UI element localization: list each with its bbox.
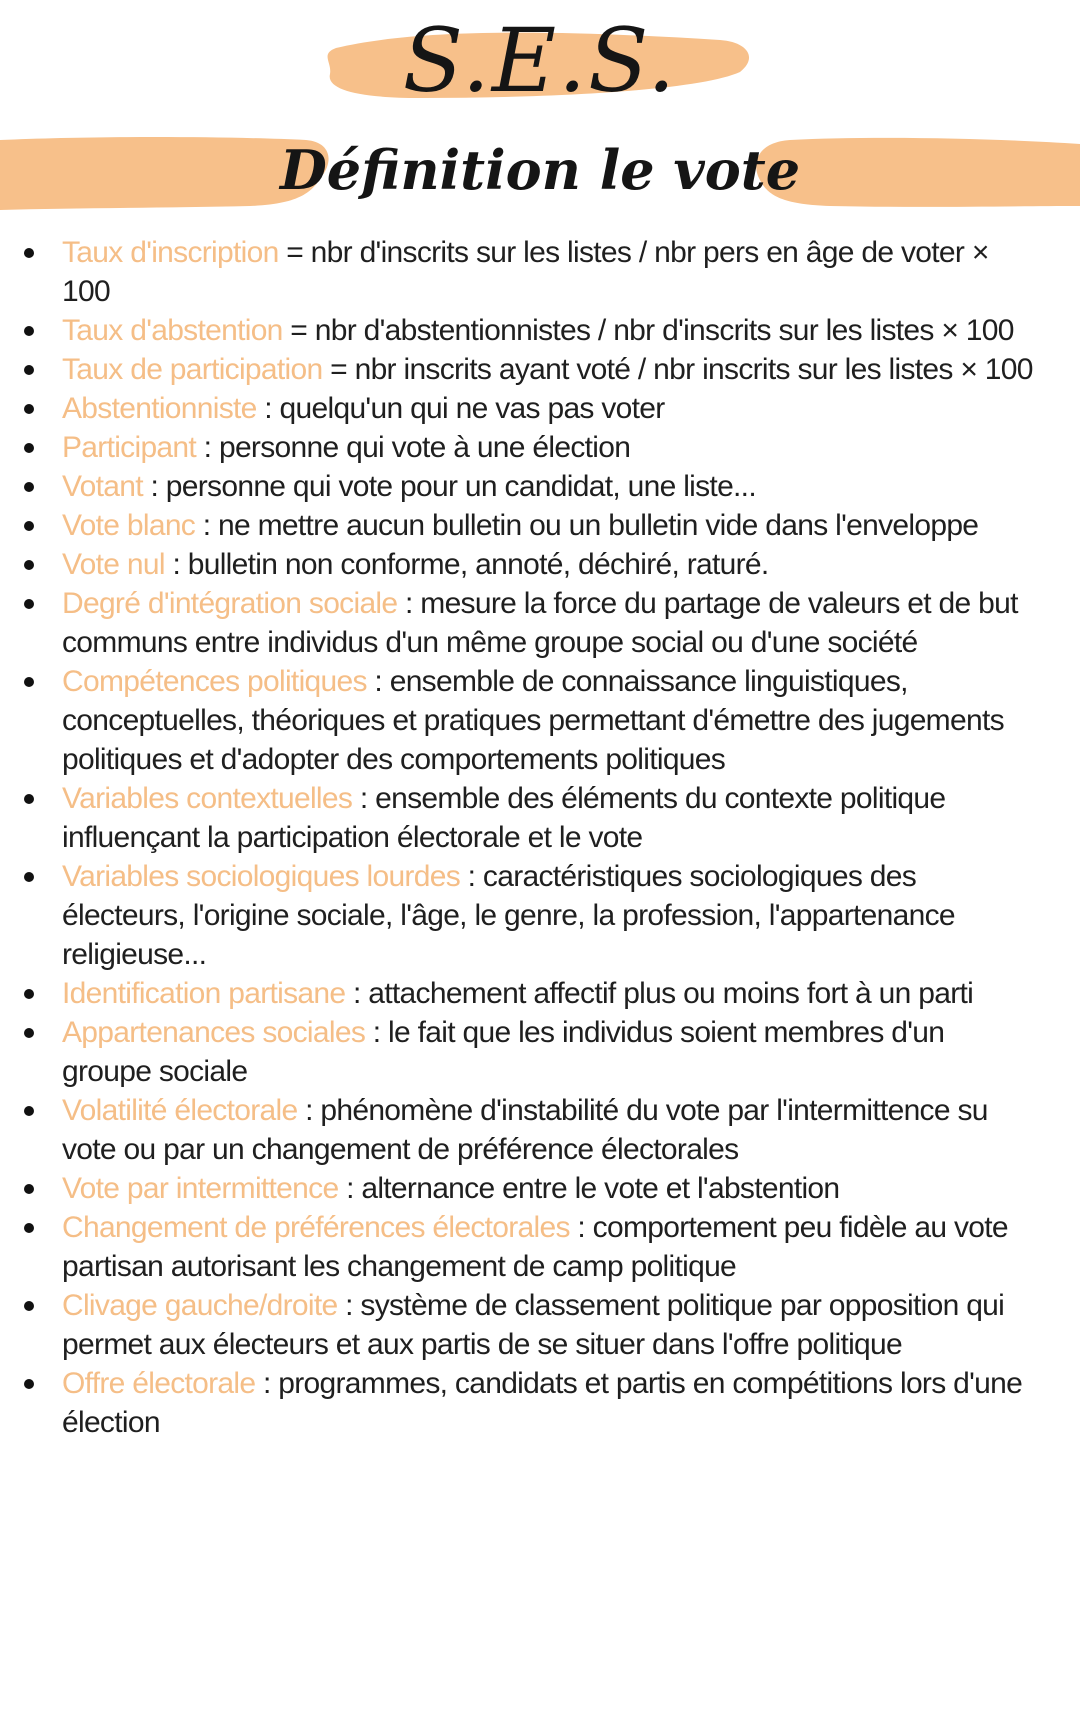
definition-text: nbr d'inscrits sur les listes / nbr pers en âge de voter × 100 <box>62 236 989 308</box>
definition-term: Offre électorale <box>62 1367 256 1400</box>
bullet-icon <box>24 248 34 258</box>
definition-term: Taux de participation <box>62 353 323 386</box>
bullet-icon <box>24 1301 34 1311</box>
definition-separator: : <box>338 1172 362 1205</box>
definition-text: phénomène d'instabilité du vote par l'intermittence su vote ou par un changement de préférence électorales <box>62 1094 988 1166</box>
definition-item-vote-par-intermittence <box>0 1169 1080 1208</box>
bullet-icon <box>24 599 34 609</box>
definition-item-volatilite-electorale <box>0 1091 1080 1169</box>
definition-separator: : <box>366 665 390 698</box>
definition-text: alternance entre le vote et l'abstention <box>361 1172 840 1205</box>
definition-separator: : <box>352 782 376 815</box>
bullet-icon <box>24 326 34 336</box>
definition-separator: : <box>460 860 483 893</box>
definition-item-offre-electorale <box>0 1364 1080 1442</box>
definition-item-changement-preferences-electorales <box>0 1208 1080 1286</box>
definition-text: caractéristiques sociologiques des électeurs, l'origine sociale, l'âge, le genre, la profession, l'appartenance religieuse... <box>62 860 955 971</box>
definition-separator: : <box>297 1094 321 1127</box>
bullet-icon <box>24 872 34 882</box>
definition-separator: : <box>142 470 166 503</box>
definition-list <box>0 233 1080 1442</box>
definition-term: Identification partisane <box>62 977 346 1010</box>
definition-term: Volatilité électorale <box>62 1094 298 1127</box>
definition-item-clivage-gauche-droite <box>0 1286 1080 1364</box>
definition-item-appartenances-sociales <box>0 1013 1080 1091</box>
definition-separator: : <box>256 392 280 425</box>
definition-term: Votant <box>62 470 143 503</box>
definition-text: mesure la force du partage de valeurs et de but communs entre individus d'un même groupe social ou d'une société <box>62 587 1018 659</box>
definition-separator: : <box>569 1211 593 1244</box>
definition-separator: : <box>195 509 219 542</box>
definition-text: attachement affectif plus ou moins fort à un parti <box>368 977 974 1010</box>
bullet-icon <box>24 1106 34 1116</box>
definition-separator: : <box>365 1016 389 1049</box>
definition-separator: : <box>345 977 369 1010</box>
definition-item-competences-politiques <box>0 662 1080 779</box>
definition-separator: = <box>282 314 315 347</box>
bullet-icon <box>24 794 34 804</box>
definition-item-degre-integration-sociale <box>0 584 1080 662</box>
definition-text: nbr inscrits ayant voté / nbr inscrits sur les listes × 100 <box>354 353 1033 386</box>
definition-text: personne qui vote à une élection <box>218 431 631 464</box>
definition-item-abstentionniste <box>0 389 1080 428</box>
definition-text: système de classement politique par opposition qui permet aux électeurs et aux partis de se situer dans l'offre politique <box>62 1289 1005 1361</box>
definition-term: Compétences politiques <box>62 665 367 698</box>
definition-item-vote-nul <box>0 545 1080 584</box>
definition-term: Taux d'inscription <box>62 236 279 269</box>
definition-text: personne qui vote pour un candidat, une liste... <box>165 470 756 503</box>
definition-term: Clivage gauche/droite <box>62 1289 338 1322</box>
definition-separator: : <box>164 548 188 581</box>
definition-term: Taux d'abstention <box>62 314 283 347</box>
page-title: S.E.S. <box>402 9 678 112</box>
definition-term: Participant <box>62 431 197 464</box>
definition-separator: = <box>278 236 311 269</box>
definition-item-taux-abstention <box>0 311 1080 350</box>
definition-text: ensemble des éléments du contexte politique influençant la participation électorale et le vote <box>62 782 946 854</box>
bullet-icon <box>24 365 34 375</box>
definition-item-variables-contextuelles <box>0 779 1080 857</box>
definition-separator: : <box>196 431 219 464</box>
bullet-icon <box>24 443 34 453</box>
definition-separator: : <box>397 587 421 620</box>
bullet-icon <box>24 677 34 687</box>
definition-text: ne mettre aucun bulletin ou un bulletin vide dans l'enveloppe <box>218 509 979 542</box>
definition-item-taux-participation <box>0 350 1080 389</box>
definition-term: Appartenances sociales <box>62 1016 366 1049</box>
bullet-icon <box>24 404 34 414</box>
definition-term: Vote nul <box>62 548 165 581</box>
definition-term: Vote par intermittence <box>62 1172 339 1205</box>
bullet-icon <box>24 1223 34 1233</box>
definition-text: nbr d'abstentionnistes / nbr d'inscrits sur les listes × 100 <box>314 314 1014 347</box>
definition-item-participant <box>0 428 1080 467</box>
definition-term: Variables sociologiques lourdes <box>62 860 460 893</box>
bullet-icon <box>24 482 34 492</box>
bullet-icon <box>24 521 34 531</box>
bullet-icon <box>24 560 34 570</box>
definition-term: Variables contextuelles <box>62 782 353 815</box>
definition-separator: : <box>337 1289 361 1322</box>
page-subtitle: Définition le vote <box>279 138 801 202</box>
definition-text: bulletin non conforme, annoté, déchiré, raturé. <box>187 548 769 581</box>
definition-term: Changement de préférences électorales <box>62 1211 570 1244</box>
definition-item-identification-partisane <box>0 974 1080 1013</box>
definition-separator: = <box>322 353 355 386</box>
definition-term: Vote blanc <box>62 509 196 542</box>
definition-item-variables-sociologiques-lourdes <box>0 857 1080 974</box>
definition-term: Abstentionniste <box>62 392 257 425</box>
definition-text: quelqu'un qui ne vas pas voter <box>279 392 665 425</box>
definition-term: Degré d'intégration sociale <box>62 587 398 620</box>
definition-text: comportement peu fidèle au vote partisan autorisant les changement de camp politique <box>62 1211 1008 1283</box>
bullet-icon <box>24 1379 34 1389</box>
definition-item-votant <box>0 467 1080 506</box>
definition-text: programmes, candidats et partis en compétitions lors d'une élection <box>62 1367 1023 1439</box>
bullet-icon <box>24 1028 34 1038</box>
definition-separator: : <box>255 1367 279 1400</box>
bullet-icon <box>24 989 34 999</box>
bullet-icon <box>24 1184 34 1194</box>
definition-text: le fait que les individus soient membres d'un groupe sociale <box>62 1016 945 1088</box>
definition-text: ensemble de connaissance linguistiques, conceptuelles, théoriques et pratiques permettant d'émettre des jugements politiques et d'adopter des comportements politiques <box>62 665 1004 776</box>
definition-item-vote-blanc <box>0 506 1080 545</box>
definition-item-taux-inscription <box>0 233 1080 311</box>
page-header <box>0 0 1080 222</box>
